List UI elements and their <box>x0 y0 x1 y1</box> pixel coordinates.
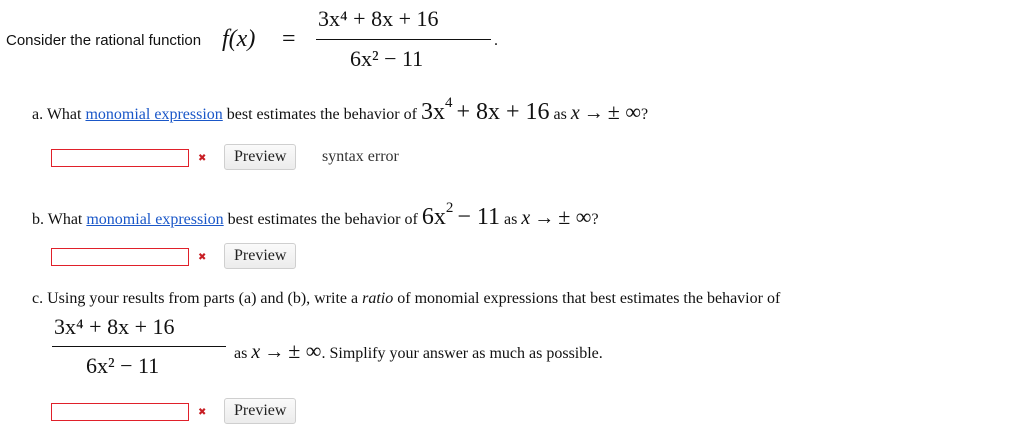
question-b-end: ? <box>591 211 599 228</box>
question-c-line1: c. Using your results from parts (a) and (b), write a <box>32 290 359 307</box>
question-a-prefix: a. What <box>32 106 82 123</box>
question-c-text <box>32 290 780 308</box>
preview-button-c[interactable]: Preview <box>224 398 296 424</box>
question-a-variable: x <box>570 102 580 124</box>
syntax-error-message: syntax error <box>322 148 399 165</box>
expr-a-exponent: 4 <box>444 95 453 111</box>
question-a-as: as <box>553 106 567 123</box>
ratio-fraction-bar <box>52 346 226 347</box>
arrow-b: → <box>534 207 555 229</box>
error-x-icon-b: ✖ <box>198 252 207 263</box>
arrow-c: → <box>264 341 285 363</box>
question-b-prefix: b. What <box>32 211 83 228</box>
monomial-expression-link-a[interactable]: monomial expression <box>85 106 223 123</box>
limit-a: ± ∞ <box>607 99 642 124</box>
ratio-numerator: 3x⁴ + 8x + 16 <box>54 314 175 339</box>
question-b-as: as <box>504 211 518 228</box>
question-b <box>32 200 599 230</box>
monomial-expression-link-b[interactable]: monomial expression <box>86 211 224 228</box>
expr-a-tail: + 8x + 16 <box>456 99 550 125</box>
ratio-word: ratio <box>362 290 394 307</box>
question-a-end: ? <box>641 106 649 123</box>
intro-denominator: 6x² − 11 <box>350 46 424 71</box>
question-c-tail: . Simplify your answer as much as possible. <box>321 345 603 362</box>
intro-numerator: 3x⁴ + 8x + 16 <box>318 6 439 31</box>
expr-b-lead: 6x <box>421 204 446 230</box>
expr-a-lead: 3x <box>420 99 445 125</box>
limit-c: ± ∞ <box>288 338 322 363</box>
question-c-limit <box>234 338 603 364</box>
preview-button-b[interactable]: Preview <box>224 243 296 269</box>
answer-input-a[interactable] <box>51 149 189 167</box>
question-c-variable: x <box>251 341 261 363</box>
question-c-line1-end: of monomial expressions that best estimates the behavior of <box>397 290 781 307</box>
expr-b-tail: − 11 <box>457 204 500 230</box>
question-a-middle: best estimates the behavior of <box>226 106 417 123</box>
intro-text: Consider the rational function <box>6 32 202 49</box>
error-x-icon-a: ✖ <box>198 153 207 164</box>
question-b-middle: best estimates the behavior of <box>227 211 418 228</box>
ratio-denominator: 6x² − 11 <box>86 353 160 378</box>
answer-input-c[interactable] <box>51 403 189 421</box>
preview-button-a[interactable]: Preview <box>224 144 296 170</box>
equals-sign: = <box>282 26 296 52</box>
expr-b-exponent: 2 <box>445 200 454 216</box>
question-c-as: as <box>234 345 248 362</box>
error-x-icon-c: ✖ <box>198 407 207 418</box>
intro-fraction-bar <box>316 39 491 40</box>
limit-b: ± ∞ <box>558 204 592 229</box>
question-a <box>32 95 648 125</box>
arrow-a: → <box>583 102 604 124</box>
answer-input-b[interactable] <box>51 248 189 266</box>
question-b-variable: x <box>521 207 531 229</box>
function-name: f(x) <box>222 26 256 52</box>
intro-period: . <box>494 32 498 49</box>
